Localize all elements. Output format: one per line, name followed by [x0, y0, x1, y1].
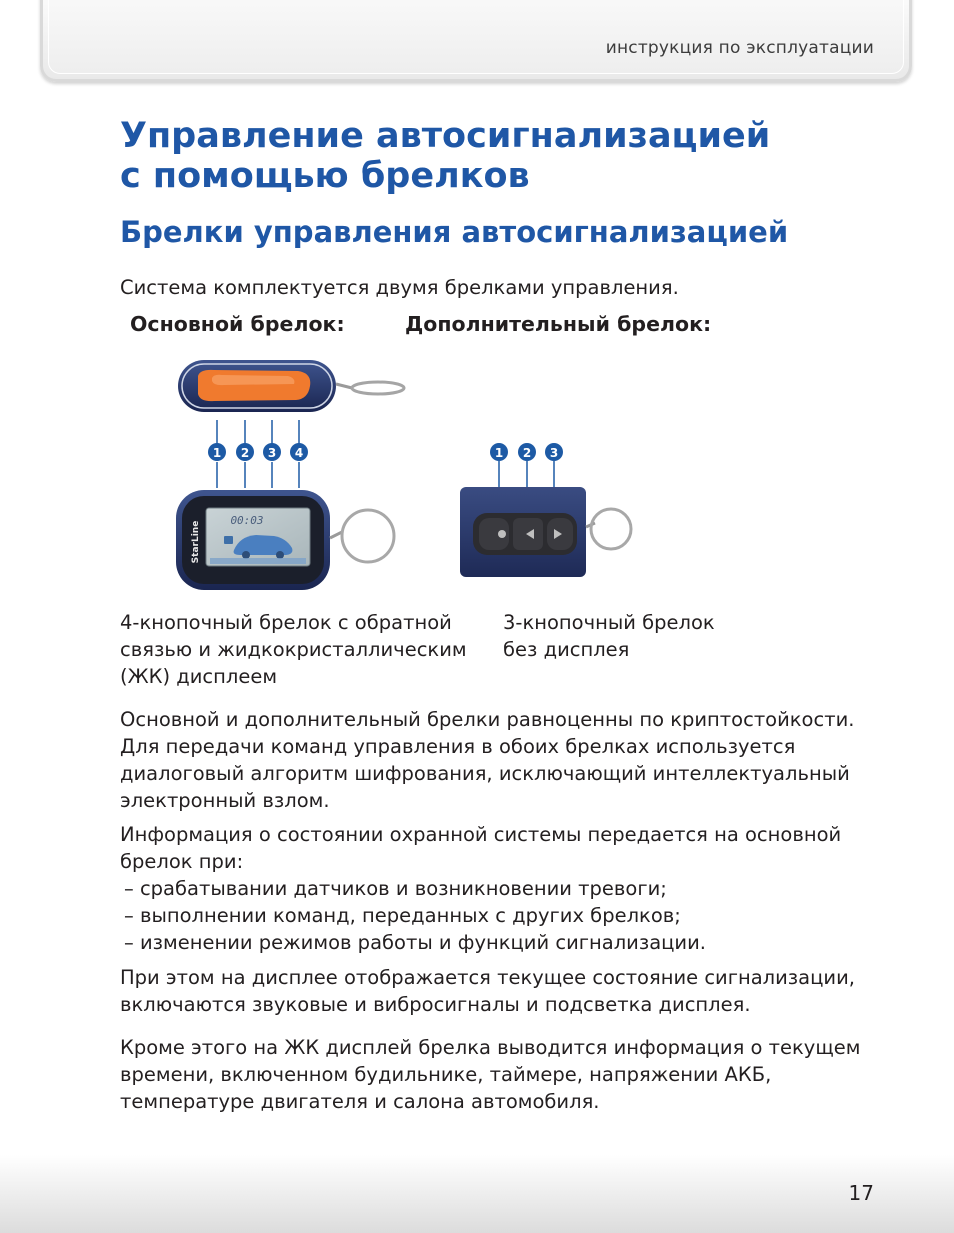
car-wheel-rear-icon — [276, 551, 284, 559]
paragraph-crypto-line3: диалоговый алгоритм шифрования, исключающий интеллектуальный — [120, 762, 850, 785]
main-fob-lcd-time: 00:03 — [230, 514, 264, 527]
main-fob-top-link — [336, 384, 352, 388]
main-fob-marker-lines — [217, 420, 299, 488]
extra-fob-illustration — [455, 435, 645, 585]
main-fob-caption — [120, 609, 467, 690]
paragraph-crypto-line4: электронный взлом. — [120, 789, 330, 812]
page-title — [120, 116, 770, 196]
lock-icon — [224, 536, 233, 544]
list-item: – срабатывании датчиков и возникновении тревоги; — [124, 877, 667, 900]
page-title-line2: с помощью брелков — [120, 156, 530, 196]
extra-marker-3-number: 3 — [549, 446, 559, 460]
paragraph-lcd-line2: времени, включенном будильнике, таймере, напряжении АКБ, — [120, 1063, 772, 1086]
main-fob-illustration — [170, 350, 410, 590]
list-item: – выполнении команд, переданных с других брелков; — [124, 904, 681, 927]
extra-marker-2-number: 2 — [522, 446, 532, 460]
main-fob-markers — [208, 443, 308, 461]
page-title-line1: Управление автосигнализацией — [120, 116, 771, 156]
paragraph-lcd-line3: температуре двигателя и салона автомобиля. — [120, 1090, 600, 1113]
paragraph-crypto-line1: Основной и дополнительный брелки равноценны по криптостойкости. — [120, 708, 855, 731]
marker-1-number: 1 — [212, 446, 222, 460]
footer-band — [0, 1155, 954, 1233]
paragraph-status-info — [120, 821, 841, 875]
paragraph-status-line1: Информация о состоянии охранной системы передается на основной — [120, 823, 842, 846]
page-number: 17 — [848, 1181, 874, 1205]
main-fob-orange-highlight — [212, 375, 294, 385]
main-fob-orange-button — [198, 370, 310, 401]
paragraph-lcd-info — [120, 1034, 860, 1115]
paragraph-status-line2: брелок при: — [120, 850, 244, 873]
main-fob-top-ring — [352, 382, 404, 394]
main-fob-front-link — [330, 532, 342, 538]
extra-fob-markers — [490, 443, 563, 461]
extra-fob-key-ring — [591, 509, 631, 549]
paragraph-display-line1: При этом на дисплее отображается текущее состояние сигнализации, — [120, 966, 855, 989]
main-fob-key-ring — [342, 510, 394, 562]
status-events-list — [124, 875, 706, 956]
intro-text: Система комплектуется двумя брелками управления. — [120, 276, 679, 299]
lcd-icon-strip — [210, 558, 306, 564]
marker-2-number: 2 — [240, 446, 250, 460]
header-tab-inner — [48, 0, 904, 74]
main-fob-label: Основной брелок: — [130, 312, 345, 336]
main-fob-caption-line2: связью и жидкокристаллическим — [120, 638, 467, 661]
marker-4-number: 4 — [294, 446, 304, 460]
extra-marker-1-number: 1 — [494, 446, 504, 460]
extra-fob-caption-line1: 3-кнопочный брелок — [503, 611, 715, 634]
paragraph-crypto-line2: Для передачи команд управления в обоих брелках используется — [120, 735, 796, 758]
header-text: инструкция по эксплуатации — [605, 38, 874, 58]
extra-fob-marker-lines — [499, 461, 554, 487]
car-wheel-front-icon — [242, 551, 250, 559]
main-fob-caption-line1: 4-кнопочный брелок с обратной — [120, 611, 452, 634]
paragraph-lcd-line1: Кроме этого на ЖК дисплей брелка выводится информация о текущем — [120, 1036, 861, 1059]
paragraph-crypto — [120, 706, 854, 814]
section-title: Брелки управления автосигнализацией — [120, 215, 789, 249]
main-fob-front-view — [176, 490, 394, 590]
extra-fob-caption-line2: без дисплея — [503, 638, 630, 661]
dot-icon — [498, 530, 506, 538]
marker-3-number: 3 — [267, 446, 277, 460]
main-fob-top-view — [178, 360, 404, 412]
main-fob-caption-line3: (ЖК) дисплеем — [120, 665, 278, 688]
main-fob-brand: StarLine — [191, 520, 201, 564]
extra-fob-label: Дополнительный брелок: — [405, 312, 712, 336]
extra-fob-caption — [503, 609, 715, 663]
paragraph-display-state — [120, 964, 855, 1018]
list-item: – изменении режимов работы и функций сигнализации. — [124, 931, 706, 954]
paragraph-display-line2: включаются звуковые и вибросигналы и подсветка дисплея. — [120, 993, 751, 1016]
